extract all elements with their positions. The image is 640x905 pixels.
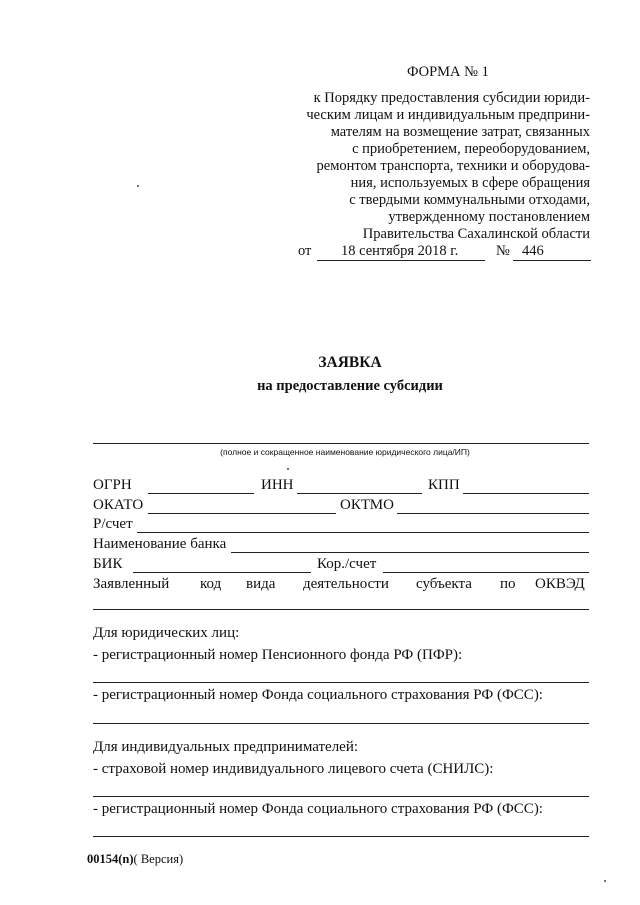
snils-label: - страховой номер индивидуального лицевого счета (СНИЛС): [93,761,494,777]
header-line-1: к Порядку предоставления субсидии юриди- [313,90,590,106]
date-underline [317,260,485,261]
oktmo-label: ОКТМО [340,497,394,513]
okato-label: ОКАТО [93,497,144,513]
account-field[interactable] [137,532,589,533]
header-line-4: с приобретением, переоборудованием, [352,141,590,157]
document-subtitle: на предоставление субсидии [257,378,443,394]
pfr-label: - регистрационный номер Пенсионного фонда РФ (ПФР): [93,647,463,663]
legal-entities-heading: Для юридических лиц: [93,625,240,641]
header-line-8: утвержденному постановлением [388,209,590,225]
pfr-field[interactable] [93,682,589,683]
okved-word-6: по [500,576,516,592]
snils-field[interactable] [93,796,589,797]
inn-label: ИНН [261,477,294,493]
number-underline [513,260,591,261]
okved-field[interactable] [93,609,589,610]
okved-word-2: код [200,576,222,592]
ogrn-field[interactable] [148,493,254,494]
bik-field[interactable] [133,572,311,573]
ip-fss-field[interactable] [93,836,589,837]
document-title: ЗАЯВКА [318,354,382,371]
oktmo-field[interactable] [397,513,589,514]
header-line-7: с твердыми коммунальными отходами, [349,192,590,208]
okved-word-3: вида [246,576,276,592]
header-line-5: ремонтом транспорта, техники и оборудова- [316,158,590,174]
ip-fss-label: - регистрационный номер Фонда социального страхования РФ (ФСС): [93,801,543,817]
header-line-2: ческим лицам и индивидуальным предприни- [306,107,590,123]
from-label: от [298,243,312,259]
legal-fss-label: - регистрационный номер Фонда социального страхования РФ (ФСС): [93,687,543,703]
header-line-3: мателям на возмещение затрат, связанных [330,124,590,140]
kpp-label: КПП [428,477,460,493]
order-date: 18 сентября 2018 г. [341,243,459,259]
corr-account-field[interactable] [383,572,589,573]
order-number: 446 [522,243,544,259]
legal-fss-field[interactable] [93,723,589,724]
corr-account-label: Кор./счет [317,556,377,572]
document-version: ( Версия) [133,852,184,866]
document-code [87,852,183,867]
entrepreneurs-heading: Для индивидуальных предпринимателей: [93,739,359,755]
okved-word-1: Заявленный [93,576,170,592]
bank-name-label: Наименование банка [93,536,227,552]
bank-name-field[interactable] [231,552,589,553]
scan-speck [604,880,606,882]
document-code-number: 00154(n) [87,852,134,866]
okved-word-7: ОКВЭД [535,576,585,592]
okato-field[interactable] [148,513,336,514]
form-number: ФОРМА № 1 [407,64,489,80]
account-label: Р/счет [93,516,133,532]
scan-speck [137,185,139,187]
kpp-field[interactable] [463,493,589,494]
applicant-name-line[interactable] [93,443,589,444]
ogrn-label: ОГРН [93,477,132,493]
header-line-6: ния, используемых в сфере обращения [350,175,590,191]
bik-label: БИК [93,556,123,572]
number-sign: № [496,243,510,259]
applicant-name-caption: (полное и сокращенное наименование юридического лица/ИП) [220,447,470,457]
inn-field[interactable] [297,493,422,494]
okved-word-5: субъекта [416,576,472,592]
okved-word-4: деятельности [303,576,389,592]
header-line-9: Правительства Сахалинской области [362,226,590,242]
scan-speck [287,468,289,470]
